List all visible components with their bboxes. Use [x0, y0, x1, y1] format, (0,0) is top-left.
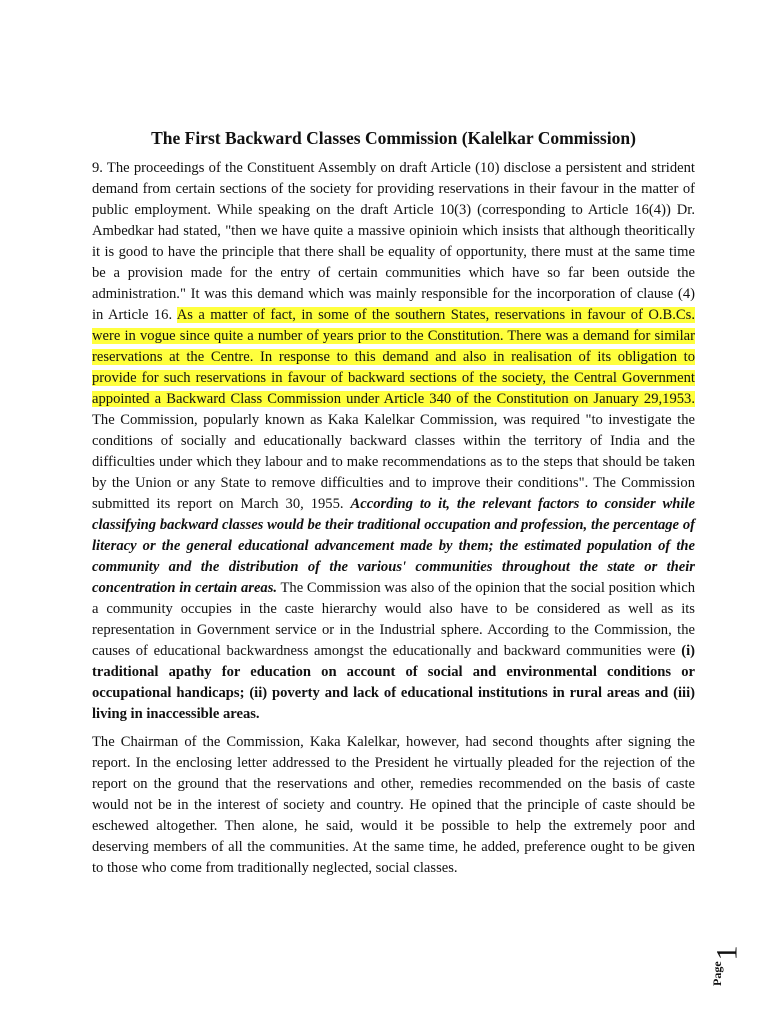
paragraph-1-text-a: 9. The proceedings of the Constituent Assembly on draft Article (10) disclose a persistent and strident demand from certain sections of the society for providing reservations in their favour in the matter of public employment. While speaking on the draft Article 10(3) (corresponding to Article 16(4)) Dr. Ambedkar had stated, "then we have quite a massive opinioin which insists that although theoritically it is good to have the principle that there shall be equality of opportunity, there must at the same time be a provision made for the entry of certain communities which have so far been outside the administration." It was this demand which was mainly responsible for the incorporation of clause (4) in Article 16.	[92, 160, 695, 323]
bold-italic-text: According to it, the relevant factors to consider while classifying backward classes would be their traditional occupation and profession, the percentage of literacy or the general educational advancement made by them; the estimated population of the community and the distribution of the various' communities throughout the state or their concentration in certain areas.	[92, 496, 695, 596]
document-page	[92, 126, 695, 879]
paragraph-1-text-b: The Commission, popularly known as Kaka Kalelkar Commission, was required "to investigate the conditions of socially and educationally backward classes within the territory of India and the difficulties under which they labour and to make recommendations as to the steps that should be taken by the Union or any State to remove difficulties and to improve their conditions". The Commission submitted its report on March 30, 1955.	[92, 412, 695, 512]
paragraph-1-text-c: The Commission was also of the opinion that the social position which a community occupies in the caste hierarchy would also have to be considered as well as its representation in Government service or in the Industrial sphere. According to the Commission, the causes of educational backwardness amongst the educationally and backward communities were	[92, 580, 695, 659]
page-number: 1	[710, 945, 744, 961]
page-footer	[708, 938, 748, 998]
page-title: The First Backward Classes Commission (Kalelkar Commission)	[151, 128, 636, 148]
highlighted-text: As a matter of fact, in some of the southern States, reservations in favour of O.B.Cs. were in vogue since quite a number of years prior to the Constitution. There was a demand for similar reservations at the Centre. In response to this demand and also in realisation of its obligation to provide for such reservations in favour of backward sections of the society, the Central Government appointed a Backward Class Commission under Article 340 of the Constitution on January 29,1953.	[92, 307, 695, 407]
paragraph-2: The Chairman of the Commission, Kaka Kalelkar, however, had second thoughts after signing the report. In the enclosing letter addressed to the President he virtually pleaded for the rejection of the report on the ground that the reservations and other, remedies recommended on the basis of caste would not be in the interest of society and country. He opined that the principle of caste should be eschewed altogether. Then alone, he said, would it be possible to help the extremely poor and deserving members of all the communities. At the same time, he added, preference ought to be given to those who come from traditionally neglected, social classes.	[92, 734, 695, 876]
paragraph-1	[92, 158, 695, 725]
page-label: Page	[710, 961, 724, 986]
bold-text: (i) traditional apathy for education on account of social and environmental conditions or occupational handicaps; (ii) poverty and lack of educational institutions in rural areas and (iii) living in inaccessible areas.	[92, 643, 695, 722]
